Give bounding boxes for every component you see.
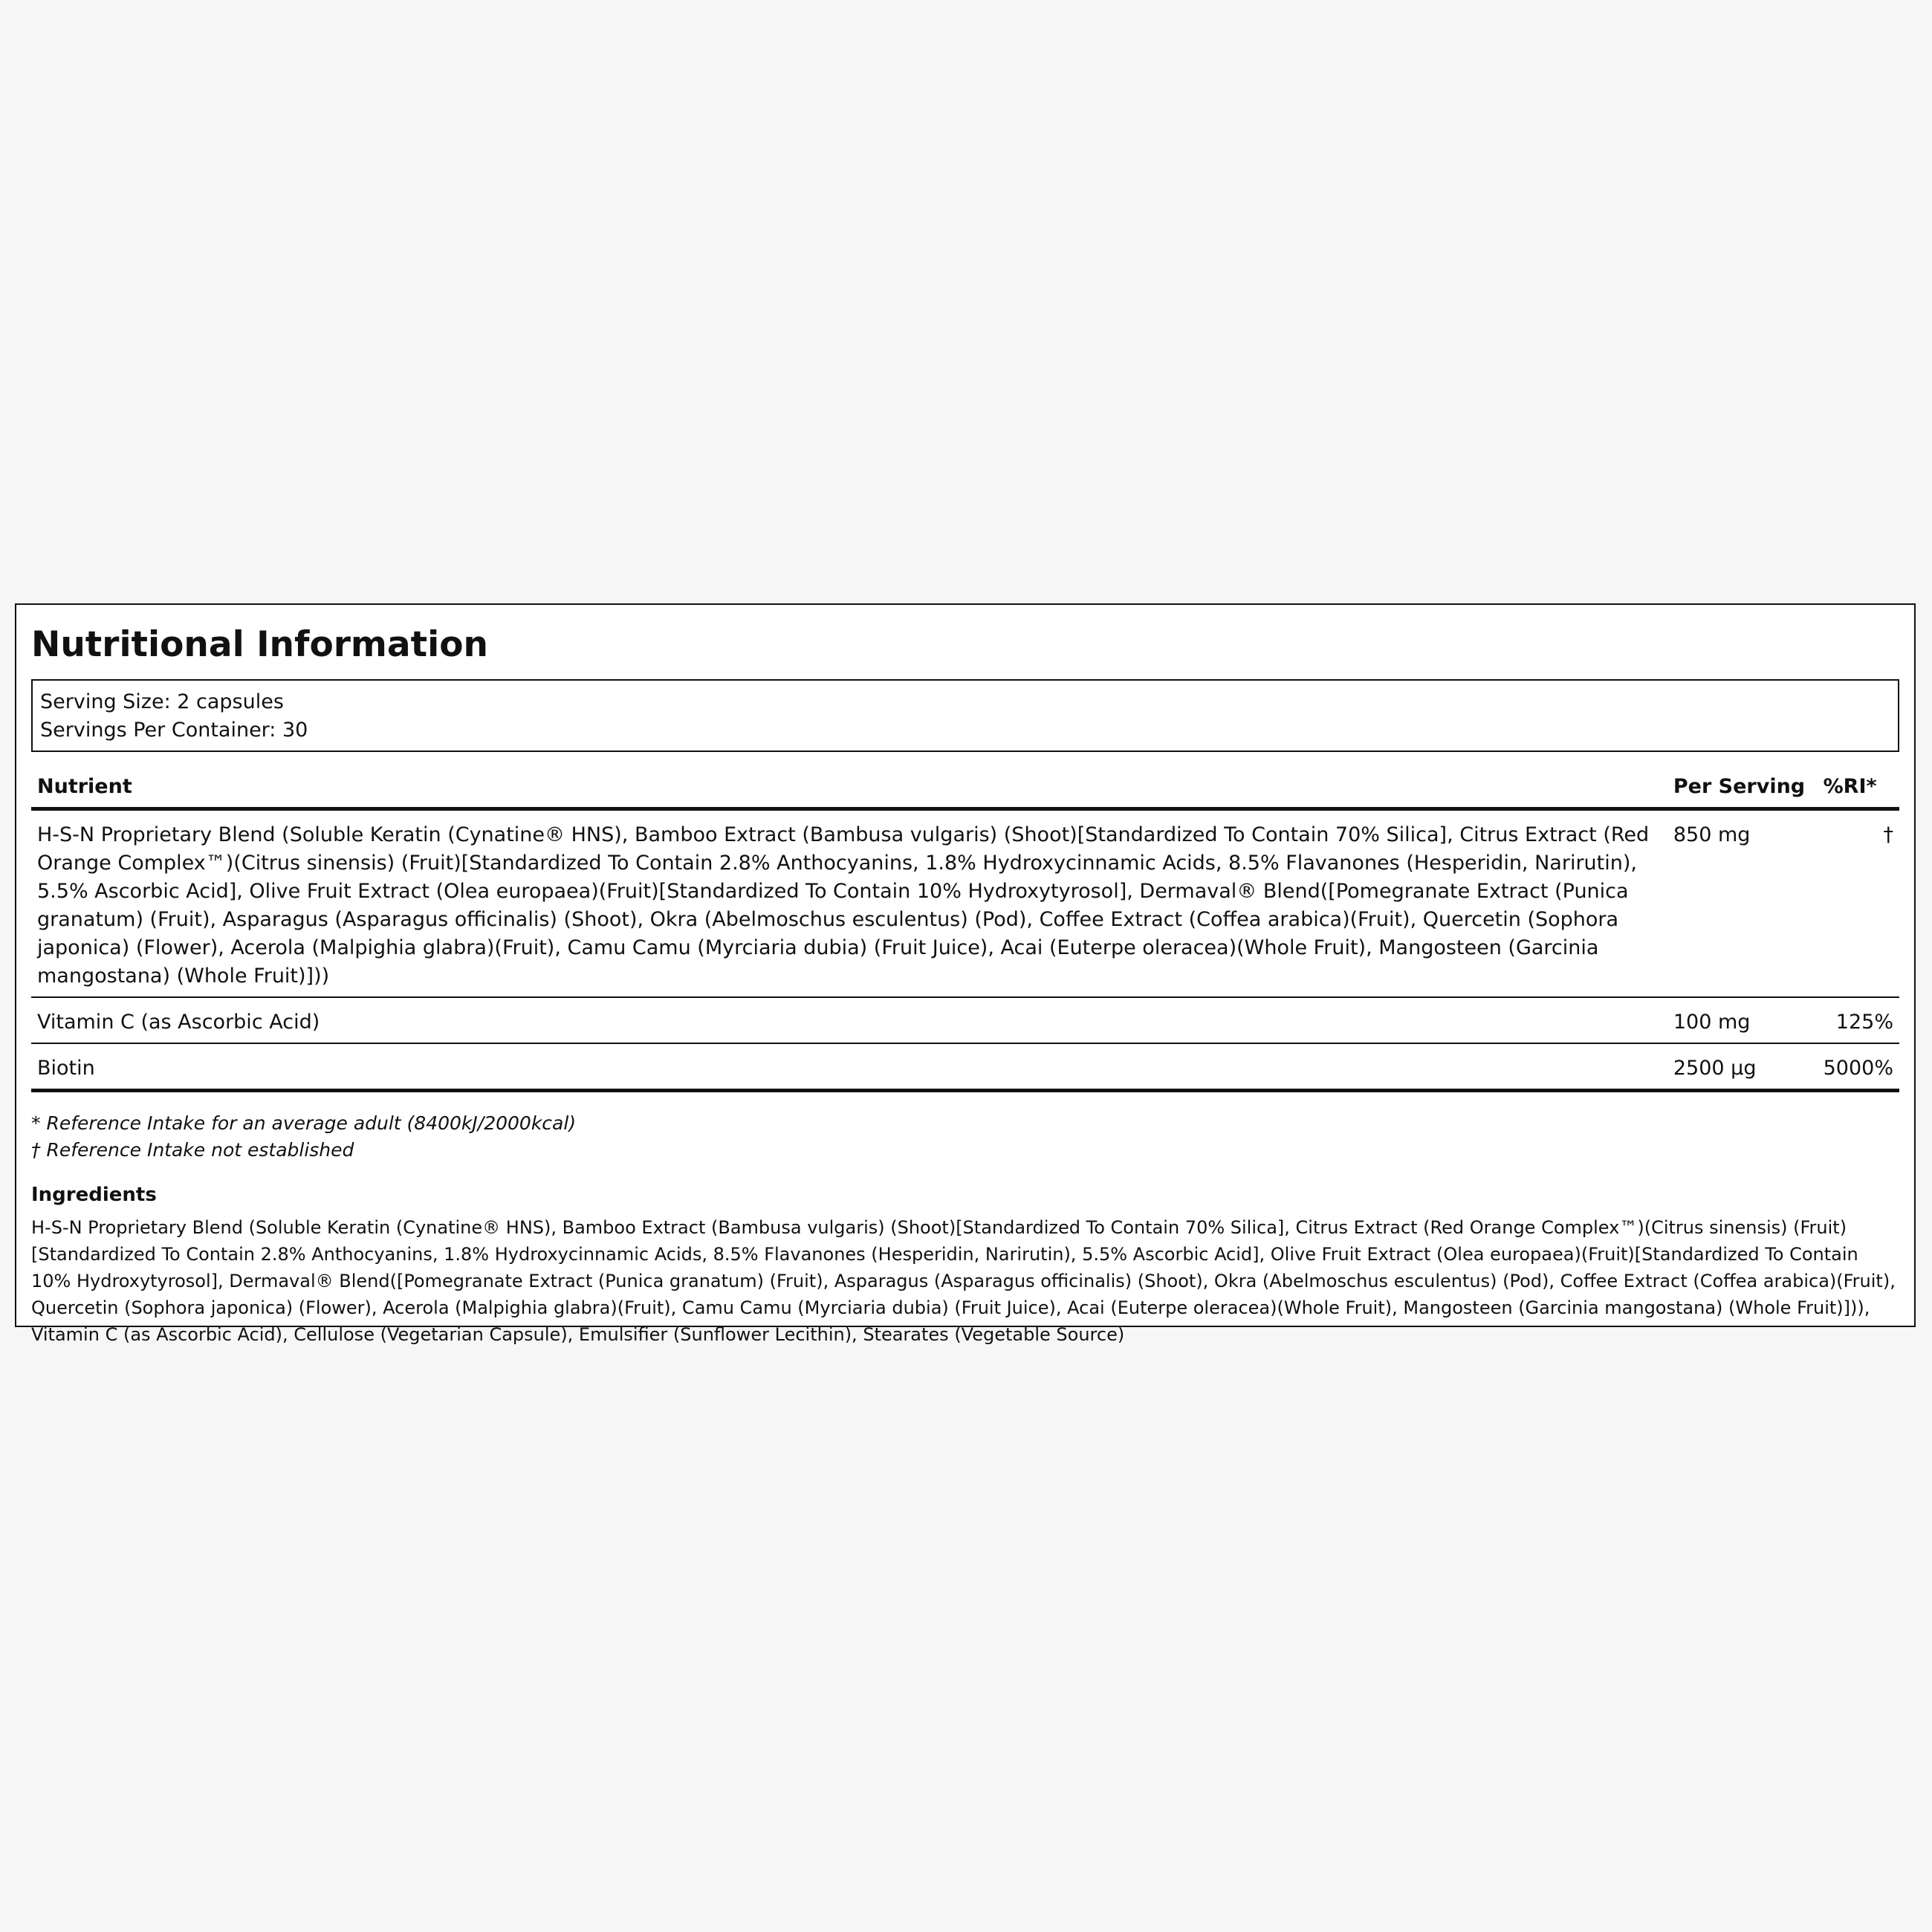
nutrient-name: Biotin [31, 1043, 1667, 1091]
table-row [31, 997, 1899, 1043]
table-row [31, 1043, 1899, 1091]
column-header-ri: %RI* [1818, 767, 1899, 809]
serving-info-box [31, 679, 1899, 752]
servings-per-container: Servings Per Container: 30 [40, 719, 308, 742]
ri-value: 125% [1818, 997, 1899, 1043]
page-title: Nutritional Information [31, 624, 488, 665]
table-row [31, 809, 1899, 998]
per-serving-value: 100 mg [1667, 997, 1818, 1043]
ri-value: † [1818, 809, 1899, 998]
per-serving-value: 850 mg [1667, 809, 1818, 998]
nutrient-name: H-S-N Proprietary Blend (Soluble Keratin (Cynatine® HNS), Bamboo Extract (Bambusa vulgaris) (Shoot)[Standardized To Contain 70% Silica], Citrus Extract (Red Orange Complex™)(Citrus sinensis) (Fruit)[Standardized To Contain 2.8% Anthocyanins, 1.8% Hydroxycinnamic Acids, 8.5% Flavanones (Hesperidin, Narirutin), 5.5% Ascorbic Acid], Olive Fruit Extract (Olea europaea)(Fruit)[Standardized To Contain 10% Hydroxytyrosol], Dermaval® Blend([Pomegranate Extract (Punica granatum) (Fruit), Asparagus (Asparagus officinalis) (Shoot), Okra (Abelmoschus esculentus) (Pod), Coffee Extract (Coffea arabica)(Fruit), Quercetin (Sophora japonica) (Flower), Acerola (Malpighia glabra)(Fruit), Camu Camu (Myrciaria dubia) (Fruit Juice), Acai (Euterpe oleracea)(Whole Fruit), Mangosteen (Garcinia mangostana) (Whole Fruit)])) [31, 809, 1667, 998]
nutrition-panel [15, 603, 1916, 1345]
footnote-reference-intake: * Reference Intake for an average adult (8400kJ/2000kcal) [31, 1112, 577, 1134]
ri-value: 5000% [1818, 1043, 1899, 1091]
ingredients-heading: Ingredients [31, 1184, 157, 1206]
nutrient-name: Vitamin C (as Ascorbic Acid) [31, 997, 1667, 1043]
column-header-nutrient: Nutrient [31, 767, 1667, 809]
column-header-per-serving: Per Serving [1667, 767, 1818, 809]
table-header-row [31, 767, 1899, 809]
footnote-not-established: † Reference Intake not established [31, 1139, 354, 1161]
ingredients-text: H-S-N Proprietary Blend (Soluble Keratin (Cynatine® HNS), Bamboo Extract (Bambusa vulgaris) (Shoot)[Standardized To Contain 70% Silica], Citrus Extract (Red Orange Complex™)(Citrus sinensis) (Fruit)[Standardized To Contain 2.8% Anthocyanins, 1.8% Hydroxycinnamic Acids, 8.5% Flavanones (Hesperidin, Narirutin), 5.5% Ascorbic Acid], Olive Fruit Extract (Olea europaea)(Fruit)[Standardized To Contain 10% Hydroxytyrosol], Dermaval® Blend([Pomegranate Extract (Punica granatum) (Fruit), Asparagus (Asparagus officinalis) (Shoot), Okra (Abelmoschus esculentus) (Pod), Coffee Extract (Coffea arabica)(Fruit), Quercetin (Sophora japonica) (Flower), Acerola (Malpighia glabra)(Fruit), Camu Camu (Myrciaria dubia) (Fruit Juice), Acai (Euterpe oleracea)(Whole Fruit), Mangosteen (Garcinia mangostana) (Whole Fruit)])), Vitamin C (as Ascorbic Acid), Cellulose (Vegetarian Capsule), Emulsifier (Sunflower Lecithin), Stearates (Vegetable Source) [31, 1217, 1896, 1345]
footnotes [31, 1110, 1899, 1164]
nutrition-table [31, 767, 1899, 1092]
per-serving-value: 2500 µg [1667, 1043, 1818, 1091]
serving-size: Serving Size: 2 capsules [40, 690, 284, 713]
